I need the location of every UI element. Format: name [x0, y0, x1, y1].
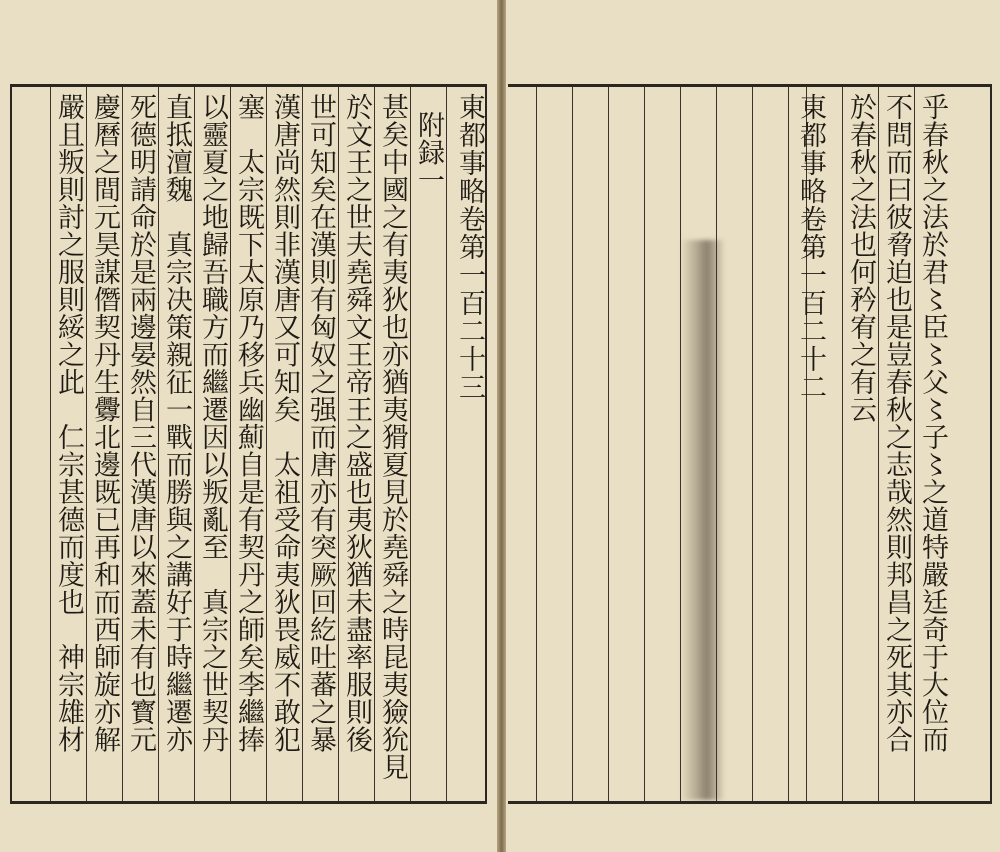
text-column — [158, 87, 194, 801]
book-gutter — [497, 0, 506, 852]
empty-column — [716, 87, 752, 801]
left-page-frame — [10, 84, 487, 804]
text-line: 直抵澶魏 真宗决策親征一戰而勝與之講好于時繼遷亦 — [161, 93, 192, 753]
empty-column — [752, 87, 788, 801]
text-column — [194, 87, 230, 801]
text-line: 世可知矣在漢則有匈奴之强而唐亦有突厥回紇吐蕃之暴 — [305, 93, 336, 753]
text-column — [50, 87, 86, 801]
text-line: 死德明請命於是兩邊晏然自三代漢唐以來蓋未有也寳元 — [125, 93, 156, 753]
chapter-title: 東都事略卷第一百二十三 — [454, 93, 485, 401]
text-line: 漢唐尚然則非漢唐又可知矣 太祖受命夷狄畏威不敢犯 — [269, 93, 300, 753]
text-line: 塞 太宗既下太原乃移兵幽薊自是有契丹之師矣李繼捧 — [233, 93, 264, 753]
chapter-end-title: 東都事略卷第一百二十二 — [795, 93, 826, 401]
text-line: 嚴且叛則討之服則綏之此 仁宗甚德而度也 神宗雄材 — [53, 93, 84, 753]
text-column — [266, 87, 302, 801]
text-line: 乎春秋之法於君〻臣〻父〻子〻之道特嚴𨑳奇于大位而 — [917, 93, 948, 753]
text-column — [338, 87, 374, 801]
right-page-frame — [508, 84, 992, 804]
text-column — [302, 87, 338, 801]
text-column — [86, 87, 122, 801]
text-line: 慶曆之間元昊謀僭契丹生釁北邊既已再和而西師旋亦解 — [89, 93, 120, 753]
text-column — [374, 87, 410, 801]
empty-column — [536, 87, 572, 801]
text-line: 甚矣中國之有夷狄也亦猶夷猾夏見於堯舜之時昆夷獫狁見 — [377, 93, 408, 781]
empty-column — [680, 87, 716, 801]
text-column — [122, 87, 158, 801]
empty-column — [644, 87, 680, 801]
text-line: 以靈夏之地歸吾職方而繼遷因以叛亂至 真宗之世契丹 — [197, 93, 228, 753]
chapter-end-title-column — [788, 87, 828, 801]
empty-column — [608, 87, 644, 801]
text-column — [878, 87, 914, 801]
text-line: 於文王之世夫堯舜文王帝王之盛也夷狄猶未盡率服則後 — [341, 93, 372, 753]
text-line: 於春秋之法也何矜宥之有云 — [845, 93, 876, 423]
appendix-label: 附録一 — [413, 111, 444, 194]
text-column — [842, 87, 878, 801]
empty-column — [14, 87, 50, 801]
text-column — [914, 87, 950, 801]
text-column — [230, 87, 266, 801]
chapter-title-column — [446, 87, 487, 801]
empty-column — [572, 87, 608, 801]
text-line: 不問而曰彼脅迫也是豈春秋之志哉然則邦昌之死其亦合 — [881, 93, 912, 753]
appendix-label-column — [410, 87, 446, 801]
